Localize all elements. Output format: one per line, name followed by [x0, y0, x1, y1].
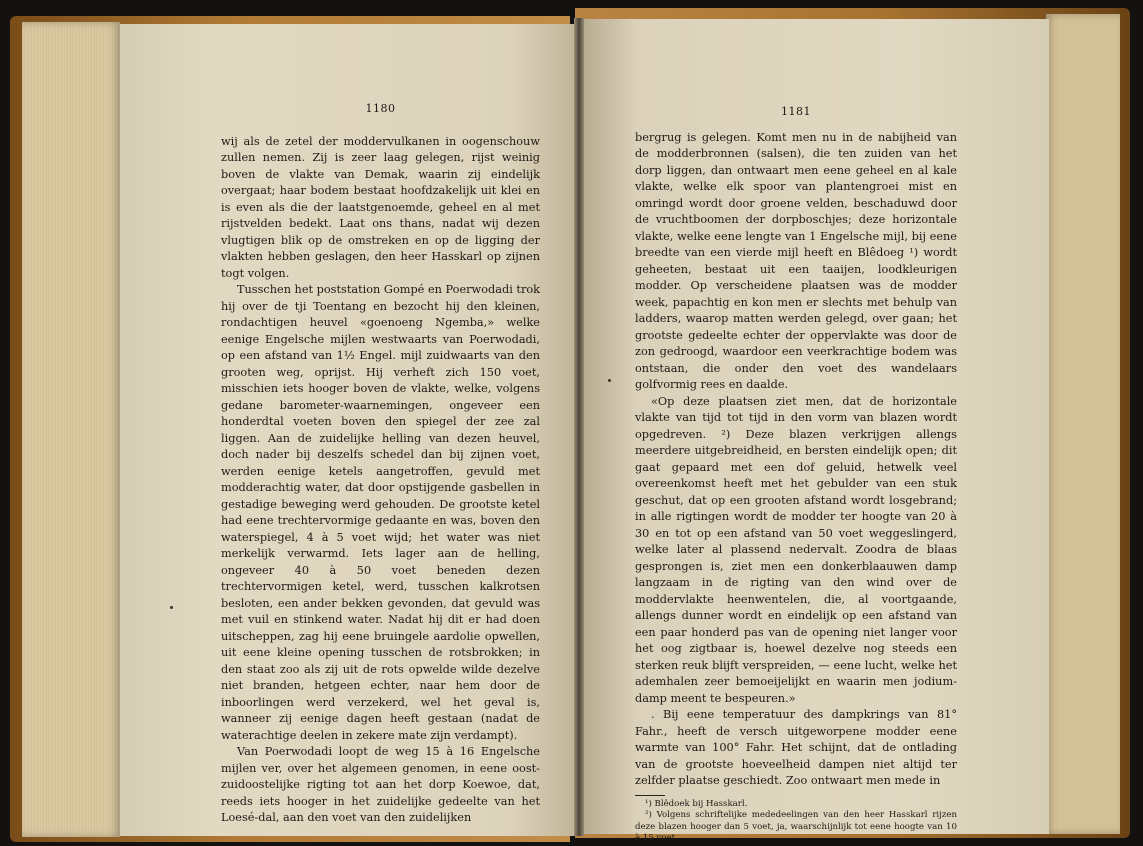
left-paragraph-1: wij als de zetel der moddervulkanen in oogenschouw zullen nemen. Zij is zeer laag gelegen, rijst weinig boven de vlakte van Demak, waarin zij eindelijk overgaat; haar bodem bestaat hoofdzakelijk uit klei en is even als die der laatstgenoemde, geheel en al met rijstvelden bedekt. Laat ons thans, nadat wij dezen vlugtigen blik op de omstreken en op de ligging der vlakten hebben geslagen, den heer Hasskarl op zijnen togt volgen. — [221, 134, 540, 280]
right-paragraph-3: . Bij eene temperatuur des dampkrings van 81° Fahr., heeft de versch uitgeworpene modder eene warmte van 100° Fahr. Het schijnt, dat de ontlading van de grootste hoeveelheid dampen niet altijd ter zelfder plaatse geschiedt. Zoo ontwaart men mede in — [635, 708, 957, 787]
right-paragraph-1: bergrug is gelegen. Komt men nu in de nabijheid van de modderbronnen (salsen), die ten zuiden van het dorp liggen, dan ontwaart men eene geheel en al kale vlakte, welke elk spoor van plantengroei mist en omringd wordt door groene velden, beschaduwd door de vruchtboomen der dorpboschjes; deze horizontale vlakte, welke eene lengte van 1 Engelsche mijl, bij eene breedte van een vierde mijl heeft en Blêdoeg ¹) wordt geheeten, bestaat uit een taaijen, loodkleurigen modder. Op verscheidene plaatsen was de modder week, papachtig en kon men er slechts met behulp van ladders, waarop matten werden gelegd, over gaan; het grootste gedeelte echter der oppervlakte was door de zon gedroogd, waardoor een veerkrachtige bodem was ontstaan, die onder den voet des wandelaars golfvormig rees en daalde. — [635, 130, 957, 391]
left-page-edges — [22, 22, 120, 837]
left-page-number: 1180 — [365, 102, 396, 115]
left-paragraph-3: Van Poerwodadi loopt de weg 15 à 16 Engelsche mijlen ver, over het algemeen genomen, in eene oost-zuidoostelijke rigting tot aan het dorp Koewoe, dat, reeds iets hooger in het zuidelijke gedeelte van het Loesé-dal, aan den voet van den zuidelijken — [221, 745, 540, 824]
footnote-2: ²) Volgens schriftelijke mededeelingen van den heer Hasskarl rijzen deze blazen hooger dan 5 voet, ja, waarschijnlijk tot eene hoogte van 10 à 15 voet. — [635, 810, 957, 843]
paper-speck — [608, 379, 611, 382]
left-paragraph-2: Tusschen het poststation Gompé en Poerwodadi trok hij over de tji Toentang en bezocht hij den kleinen, rondachtigen heuvel «goenoeng Ngemba,» welke eenige Engelsche mijlen westwaarts van Poerwodadi, op een afstand van 1½ Engel. mijl zuidwaarts van den grooten weg, oprijst. Hij verheft zich 150 voet, misschien iets hooger boven de vlakte, welke, volgens gedane barometer-waarnemingen, ongeveer een honderdtal voeten boven den spiegel der zee zal liggen. Aan de zuidelijke helling van dezen heuvel, doch nader bij deszelfs schedel dan bij zijnen voet, werden eenige ketels aangetroffen, gevuld met modderachtig water, dat door opstijgende gasbellen in gestadige beweging werd gehouden. De grootste ketel had eene trechtervormige gedaante en was, boven den waterspiegel, 4 à 5 voet wijd; het water was niet merkelijk verwarmd. Iets lager aan de helling, ongeveer 40 à 50 voet beneden dezen trechtervormigen ketel, werd, tusschen kalkrotsen besloten, een ander bekken gevonden, dat gevuld was met vuil en stinkend water. Nadat hij dit er had doen uitscheppen, zag hij eene bruingele aardolie opwellen, uit eene kleine opening tusschen de rotsbrokken; in den staat zoo als zij uit de rots opwelde wilde dezelve niet branden, hetgeen echter, naar hem door de inboorlingen werd verzekerd, wel het geval is, wanneer zij eenige dagen heeft gestaan (nadat de waterachtige deelen in zekere mate zijn verdampt). — [221, 283, 541, 742]
right-page-edges — [1046, 14, 1120, 834]
footnote-divider — [635, 795, 665, 796]
right-page-number: 1181 — [781, 105, 811, 118]
left-page — [120, 24, 578, 836]
paper-speck — [170, 606, 173, 609]
footnote-1: ¹) Blêdoek bij Hasskarl. — [645, 798, 748, 809]
right-paragraph-2: «Op deze plaatsen ziet men, dat de horizontale vlakte van tijd tot tijd in den vorm van blazen wordt opgedreven. ²) Deze blazen verkrijgen allengs meerdere uitgebreidheid, en bersten eindelijk open; dit gaat gepaard met een dof geluid, hetwelk veel overeenkomst heeft met het gebulder van een stuk geschut, dat op een grooten afstand wordt losgebrand; in alle rigtingen wordt de modder ter hoogte van 20 à 30 en tot op een afstand van 50 voet weggeslingerd, welke later al plassend nedervalt. Zoodra de blaas gesprongen is, ziet men een donkerblaauwen damp langzaam in de rigting van den wind over de moddervlakte heenwentelen, die, al voortgaande, allengs dunner wordt en eindelijk op een afstand van een paar honderd pas van de opening niet langer voor het oog zigtbaar is, hoewel dezelve nog steeds een sterken reuk blijft verspreiden, — eene lucht, welke het ademhalen zeer bemoeijelijkt en waarin men jodium-damp meent te bespeuren.» — [635, 394, 957, 705]
book-gutter — [574, 18, 584, 836]
right-page — [581, 19, 1049, 843]
